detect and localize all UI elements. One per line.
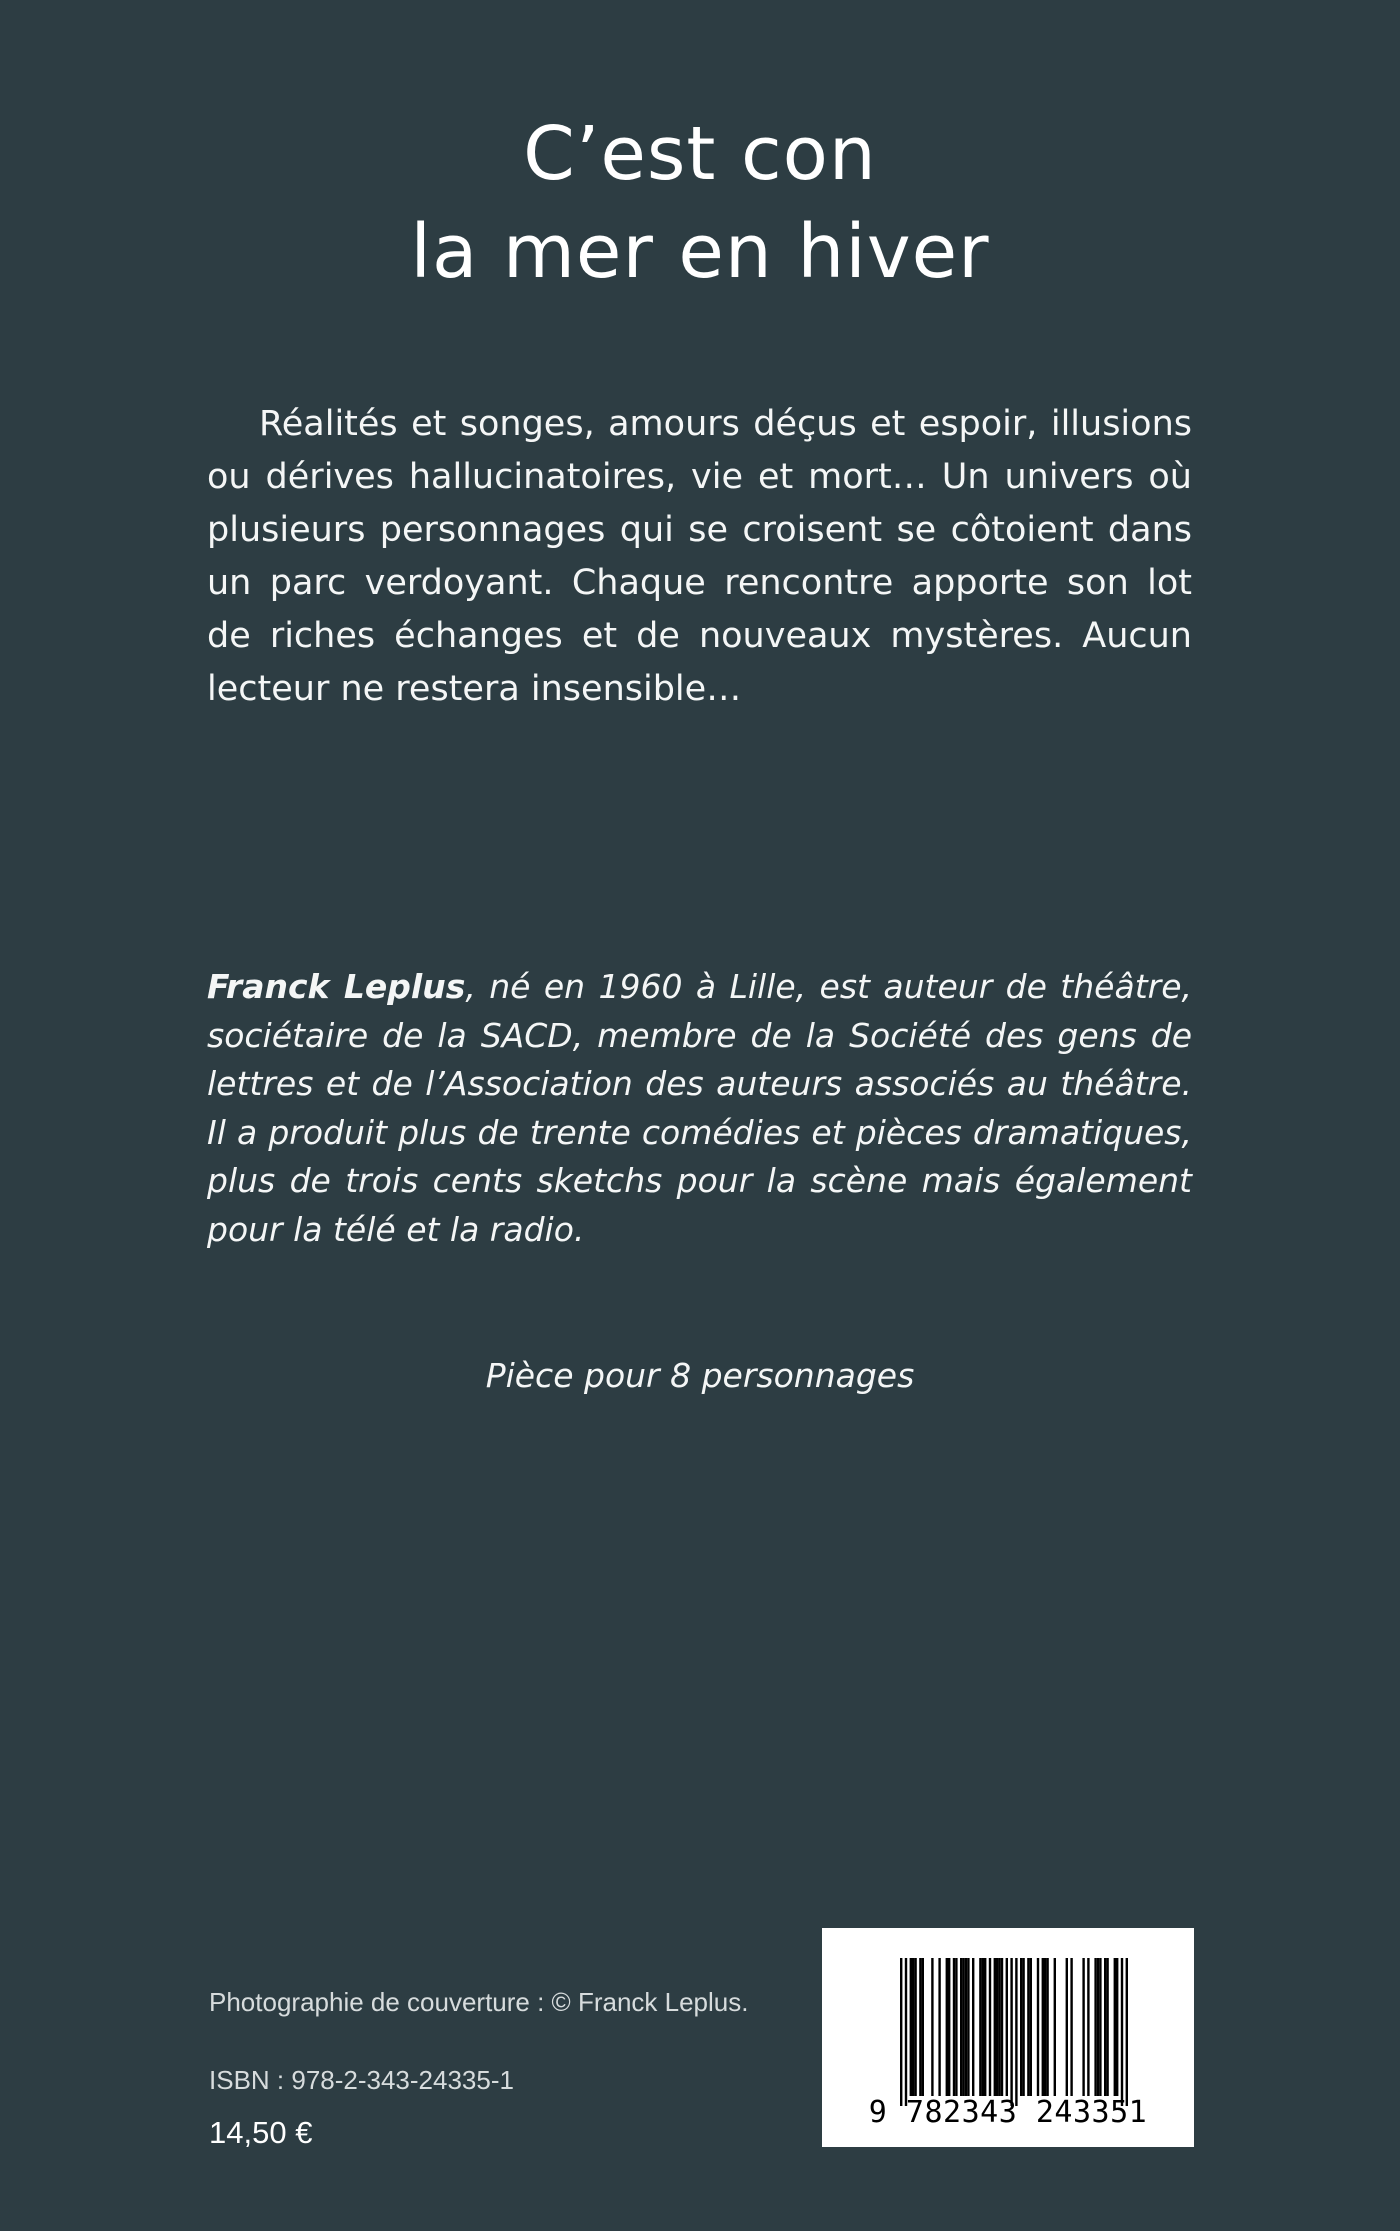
barcode-bar <box>1094 1958 1096 2096</box>
barcode-bar <box>972 1958 974 2096</box>
barcode-bar <box>905 1958 907 2106</box>
barcode <box>822 1928 1194 2147</box>
barcode-bar <box>955 1958 957 2096</box>
book-title-line-2: la mer en hiver <box>410 209 990 295</box>
barcode-bar <box>912 1958 914 2096</box>
barcode-bar <box>1022 1958 1024 2096</box>
barcode-bar <box>1097 1958 1099 2096</box>
barcode-bar <box>1042 1958 1044 2096</box>
barcode-bar <box>1030 1958 1032 2096</box>
barcode-bar <box>931 1958 933 2096</box>
barcode-bar <box>1099 1958 1101 2096</box>
barcode-bar <box>1106 1958 1108 2096</box>
barcode-bar <box>984 1958 986 2096</box>
photo-credit: Photographie de couverture : © Franck Leplus. <box>209 1987 749 2017</box>
barcode-bar <box>1006 1958 1008 2096</box>
barcode-bar <box>919 1958 921 2096</box>
barcode-bar <box>1020 1958 1022 2096</box>
barcode-bar <box>998 1958 1000 2096</box>
barcode-bar <box>946 1958 948 2096</box>
barcode-bar <box>982 1958 984 2096</box>
barcode-bar <box>1087 1958 1089 2096</box>
barcode-bar <box>1104 1958 1106 2096</box>
barcode-bar <box>1044 1958 1046 2096</box>
barcode-bar <box>1001 1958 1003 2096</box>
barcode-bar <box>1010 1958 1012 2106</box>
barcode-bar <box>965 1958 967 2096</box>
barcode-bar <box>1126 1958 1128 2106</box>
barcode-bar <box>1037 1958 1039 2096</box>
barcode-bar <box>1046 1958 1048 2096</box>
play-subtitle: Pièce pour 8 personnages <box>485 1356 915 1395</box>
barcode-bar <box>962 1958 964 2096</box>
barcode-bar <box>953 1958 955 2096</box>
barcode-bar <box>1027 1958 1029 2096</box>
barcode-bar <box>1121 1958 1123 2106</box>
barcode-bar <box>1015 1958 1017 2106</box>
barcode-bar <box>1054 1958 1056 2096</box>
barcode-digits: 9 782343 243351 <box>868 2095 1148 2130</box>
barcode-bar <box>900 1958 902 2106</box>
author-name: Franck Leplus <box>207 967 466 1006</box>
book-title-line-1: C’est con <box>523 111 877 197</box>
author-bio <box>207 963 1192 1254</box>
barcode-bar <box>979 1958 981 2096</box>
book-title <box>0 105 1400 301</box>
barcode-bar <box>910 1958 912 2096</box>
book-summary: Réalités et songes, amours déçus et espoir, illusions ou dérives hallucinatoires, vie et mort… Un univers où plusieurs personnages qui se croisent se côtoient dans un parc verdoyant. Chaque rencontre apporte son lot de riches échanges et de nouveaux mystères. Aucun lecteur ne restera insensible… <box>207 404 1192 709</box>
barcode-bar <box>938 1958 940 2096</box>
barcode-bar <box>1070 1958 1072 2096</box>
barcode-bar <box>989 1958 991 2096</box>
barcode-bar <box>1066 1958 1068 2096</box>
barcode-bar <box>967 1958 969 2096</box>
isbn: ISBN : 978-2-343-24335-1 <box>209 2065 514 2095</box>
barcode-bar <box>922 1958 924 2096</box>
barcode-bar <box>1116 1958 1118 2096</box>
barcode-bar <box>1114 1958 1116 2096</box>
barcode-bar <box>1082 1958 1084 2096</box>
price: 14,50 € <box>209 2115 313 2150</box>
barcode-bar <box>948 1958 950 2096</box>
barcode-bar <box>996 1958 998 2096</box>
author-bio-text: , né en 1960 à Lille, est auteur de théâtre, sociétaire de la SACD, membre de la Société des gens de lettres et de l’Association des auteurs associés au théâtre. Il a produit plus de trente comédies et pièces dramatiques, plus de trois cents sketchs pour la scène mais également pour la télé et la radio. <box>207 967 1192 1249</box>
barcode-bar <box>994 1958 996 2096</box>
barcode-bar <box>960 1958 962 2096</box>
barcode-bar <box>914 1958 916 2096</box>
